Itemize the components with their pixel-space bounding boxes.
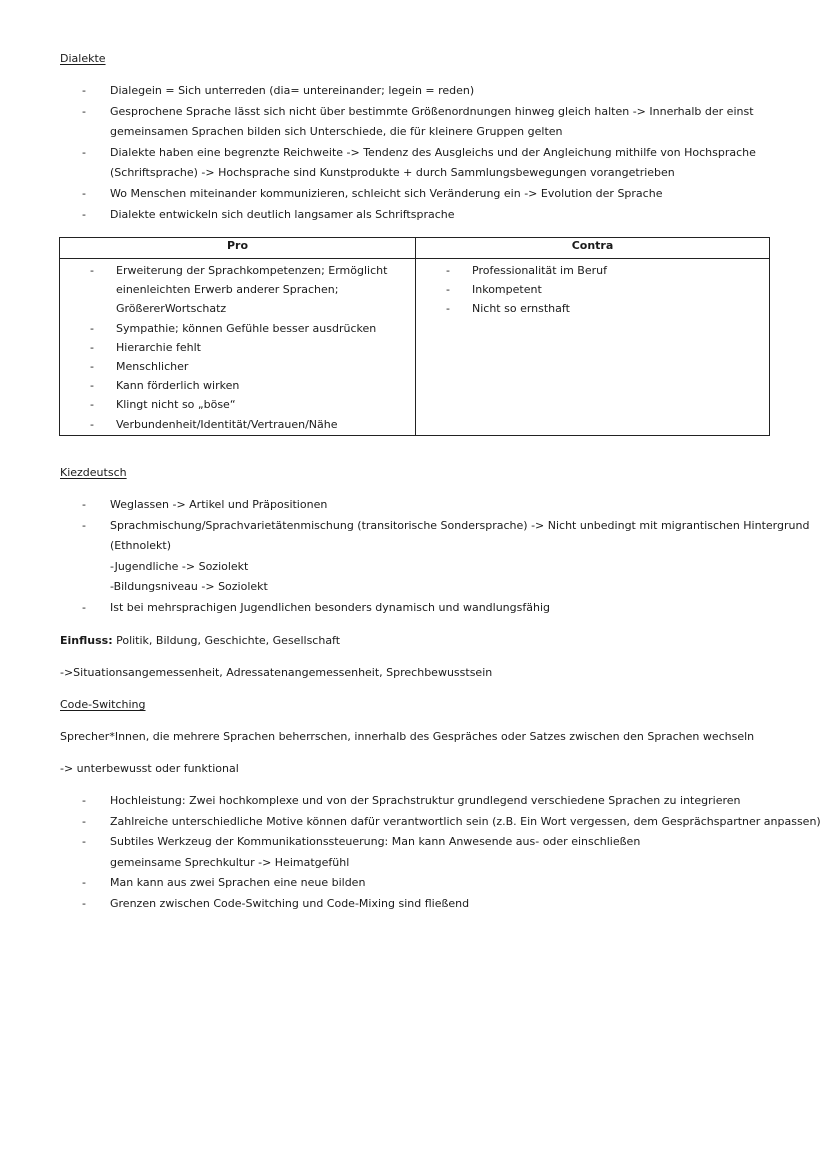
- bullet-dash: -: [82, 600, 86, 614]
- list-item-text: Nicht so ernsthaft: [472, 302, 570, 316]
- list-item-text: Dialegein = Sich unterreden (dia= untereinander; legein = reden): [110, 84, 475, 97]
- list-item-text: Hochleistung: Zwei hochkomplexe und von der Sprachstruktur grundlegend verschiedene Sprachen zu integrieren: [110, 794, 741, 807]
- list-item-text: Zahlreiche unterschiedliche Motive können dafür verantwortlich sein (z.B. Ein Wort vergessen, dem Gesprächspartner anpassen): [110, 814, 821, 828]
- list-item-text: Dialekte haben eine begrenzte Reichweite -> Tendenz des Ausgleichs und der Angleichung mithilfe von Hochsprache: [110, 145, 756, 159]
- heading-kiezdeutsch: Kiezdeutsch: [60, 466, 127, 479]
- dialekte-list: [82, 81, 756, 225]
- pro-cell: [60, 259, 416, 436]
- list-item: [82, 516, 809, 598]
- list-item: [82, 812, 821, 833]
- code-switching-note: -> unterbewusst oder funktional: [60, 762, 239, 775]
- list-item-text: Inkompetent: [472, 283, 542, 297]
- list-item: [90, 415, 415, 434]
- angemessenheit-line: ->Situationsangemessenheit, Adressatenangemessenheit, Sprechbewusstsein: [60, 666, 493, 679]
- bullet-dash: -: [82, 207, 86, 221]
- list-item: [82, 791, 821, 812]
- bullet-dash: -: [446, 302, 450, 316]
- list-item-text: leichten Erwerb anderer Sprachen; Größerer: [116, 283, 339, 316]
- list-item-text: gemeinsame Sprechkultur -> Heimatgefühl: [110, 855, 350, 869]
- bullet-dash: -: [82, 518, 86, 532]
- list-item: [82, 495, 809, 516]
- bullet-dash: -: [82, 186, 86, 200]
- list-item: [90, 357, 415, 376]
- list-item: [82, 205, 756, 226]
- list-item-text: Menschlicher: [116, 360, 189, 374]
- list-item-text: Klingt nicht so „böse“: [116, 398, 236, 412]
- code-switching-definition: Sprecher*Innen, die mehrere Sprachen beherrschen, innerhalb des Gespräches oder Satzes zwischen den Sprachen wechseln: [60, 730, 755, 743]
- list-item: [82, 102, 756, 143]
- einfluss-line: [60, 634, 340, 647]
- list-item-text: Man kann aus zwei Sprachen eine neue bilden: [110, 876, 366, 890]
- list-item-text: Weglassen -> Artikel und Präpositionen: [110, 498, 328, 511]
- einfluss-label: Einfluss:: [60, 634, 113, 647]
- list-item-text: Kann förderlich wirken: [116, 379, 240, 393]
- list-item: [82, 184, 756, 205]
- pro-header: Pro: [60, 238, 416, 259]
- list-item-text: -Jugendliche -> Soziolekt: [110, 559, 249, 573]
- bullet-dash: -: [82, 835, 86, 849]
- pro-list: [60, 261, 415, 434]
- list-item: [90, 319, 415, 338]
- bullet-dash: -: [90, 398, 94, 412]
- list-item-text: Dialekte entwickeln sich deutlich langsamer als Schriftsprache: [110, 207, 455, 221]
- list-item-text: Professionalität im Beruf: [472, 264, 607, 277]
- bullet-dash: -: [82, 814, 86, 828]
- list-item: [90, 261, 415, 319]
- contra-cell: [416, 259, 770, 436]
- bullet-dash: -: [82, 145, 86, 159]
- list-item: [90, 338, 415, 357]
- list-item-text: Wo Menschen miteinander kommunizieren, schleicht sich Veränderung ein -> Evolution der Sprache: [110, 186, 663, 200]
- list-item-text: Erweiterung der Sprachkompetenzen; Ermöglicht einen: [116, 264, 388, 297]
- list-item-text: -Bildungsniveau -> Soziolekt: [110, 580, 268, 594]
- list-item-text: Sympathie; können Gefühle besser ausdrücken: [116, 321, 377, 335]
- code-switching-list: [82, 791, 821, 915]
- list-item-text: Verbundenheit/Identität/Vertrauen/Nähe: [116, 417, 338, 431]
- list-item-text: Grenzen zwischen Code-Switching und Code-Mixing sind fließend: [110, 896, 470, 910]
- bullet-dash: -: [90, 321, 94, 335]
- list-item-text: Wortschatz: [164, 302, 227, 316]
- list-item: [90, 395, 415, 414]
- list-item: [82, 894, 821, 915]
- bullet-dash: -: [90, 264, 94, 277]
- list-item: [446, 261, 769, 280]
- list-item: [82, 832, 821, 873]
- list-item-text: (Schriftsprache) -> Hochsprache sind Kunstprodukte + durch Sammlungsbewegungen vorangetrieben: [110, 166, 675, 180]
- bullet-dash: -: [90, 340, 94, 354]
- list-item-text: (Ethnolekt): [110, 539, 172, 553]
- list-item: [82, 81, 756, 102]
- kiezdeutsch-list: [82, 495, 809, 619]
- pro-contra-table: [59, 237, 770, 436]
- list-item-text: Subtiles Werkzeug der Kommunikationssteuerung: Man kann Anwesende aus- oder einschließen: [110, 835, 641, 849]
- bullet-dash: -: [446, 283, 450, 297]
- contra-list: [416, 261, 769, 319]
- list-item-text: Gesprochene Sprache lässt sich nicht über bestimmte Größenordnungen hinweg gleich halten -> Innerhalb der einst: [110, 104, 754, 118]
- bullet-dash: -: [90, 379, 94, 393]
- einfluss-text: Politik, Bildung, Geschichte, Gesellschaft: [116, 634, 341, 647]
- list-item: [82, 873, 821, 894]
- list-item: [82, 598, 809, 619]
- list-item: [90, 376, 415, 395]
- bullet-dash: -: [446, 264, 450, 277]
- bullet-dash: -: [82, 876, 86, 890]
- bullet-dash: -: [90, 360, 94, 374]
- list-item-text: Sprachmischung/Sprachvarietätenmischung (transitorische Sondersprache) -> Nicht unbedingt mit migrantischen Hintergrund: [110, 518, 810, 532]
- list-item: [446, 280, 769, 299]
- heading-dialekte: Dialekte: [60, 52, 106, 65]
- list-item-text: Ist bei mehrsprachigen Jugendlichen besonders dynamisch und wandlungsfähig: [110, 600, 550, 614]
- list-item: [446, 299, 769, 318]
- contra-header: Contra: [416, 238, 770, 259]
- heading-code-switching: Code-Switching: [60, 698, 146, 711]
- bullet-dash: -: [90, 417, 94, 431]
- bullet-dash: -: [82, 104, 86, 118]
- list-item: [82, 143, 756, 184]
- list-item-text: Hierarchie fehlt: [116, 340, 201, 354]
- bullet-dash: -: [82, 794, 86, 807]
- bullet-dash: -: [82, 84, 86, 97]
- bullet-dash: -: [82, 896, 86, 910]
- list-item-text: gemeinsamen Sprachen bilden sich Unterschiede, die für kleinere Gruppen gelten: [110, 125, 563, 139]
- bullet-dash: -: [82, 498, 86, 511]
